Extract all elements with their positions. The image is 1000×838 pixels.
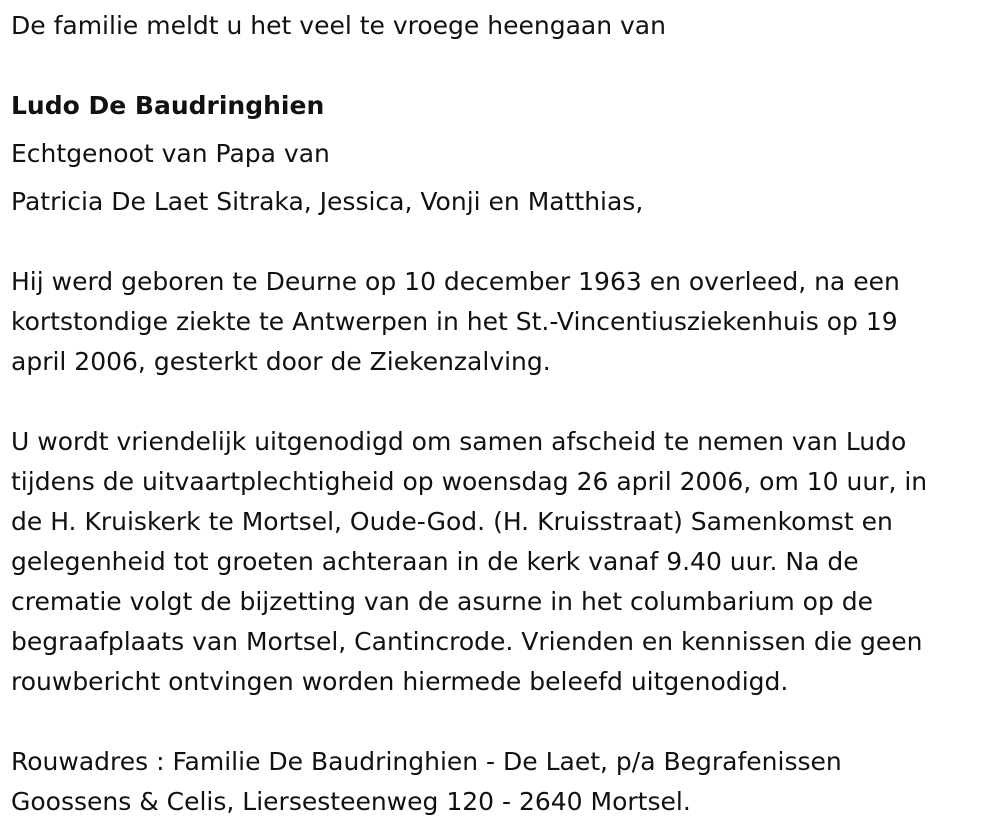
paragraph-line: kortstondige ziekte te Antwerpen in het St.-Vincentiusziekenhuis op 19 [11, 307, 898, 336]
paragraph-line: crematie volgt de bijzetting van de asurne in het columbarium op de [11, 587, 874, 616]
paragraph-line: Hij werd geboren te Deurne op 10 december 1963 en overleed, na een [11, 267, 900, 296]
address-line: Rouwadres : Familie De Baudringhien - De Laet, p/a Begrafenissen [11, 747, 842, 776]
ceremony-paragraph [11, 422, 991, 702]
paragraph-line: gelegenheid tot groeten achteraan in de kerk vanaf 9.40 uur. Na de [11, 547, 859, 576]
deceased-name: Ludo De Baudringhien [11, 91, 325, 120]
address-paragraph [11, 742, 991, 822]
death-notice [11, 0, 991, 822]
intro-text: De familie meldt u het veel te vroege heengaan van [11, 11, 666, 40]
address-line: Goossens & Celis, Liersesteenweg 120 - 2640 Mortsel. [11, 787, 691, 816]
birth-death-paragraph [11, 262, 991, 382]
paragraph-line: rouwbericht ontvingen worden hiermede beleefd uitgenodigd. [11, 667, 789, 696]
relations-block [11, 134, 991, 222]
paragraph-line: tijdens de uitvaartplechtigheid op woensdag 26 april 2006, om 10 uur, in [11, 467, 928, 496]
relation-line: Patricia De Laet Sitraka, Jessica, Vonji en Matthias, [11, 187, 644, 216]
paragraph-line: april 2006, gesterkt door de Ziekenzalving. [11, 347, 551, 376]
paragraph-line: de H. Kruiskerk te Mortsel, Oude-God. (H. Kruisstraat) Samenkomst en [11, 507, 893, 536]
relation-line: Echtgenoot van Papa van [11, 139, 330, 168]
paragraph-line: U wordt vriendelijk uitgenodigd om samen afscheid te nemen van Ludo [11, 427, 907, 456]
paragraph-line: begraafplaats van Mortsel, Cantincrode. Vrienden en kennissen die geen [11, 627, 923, 656]
